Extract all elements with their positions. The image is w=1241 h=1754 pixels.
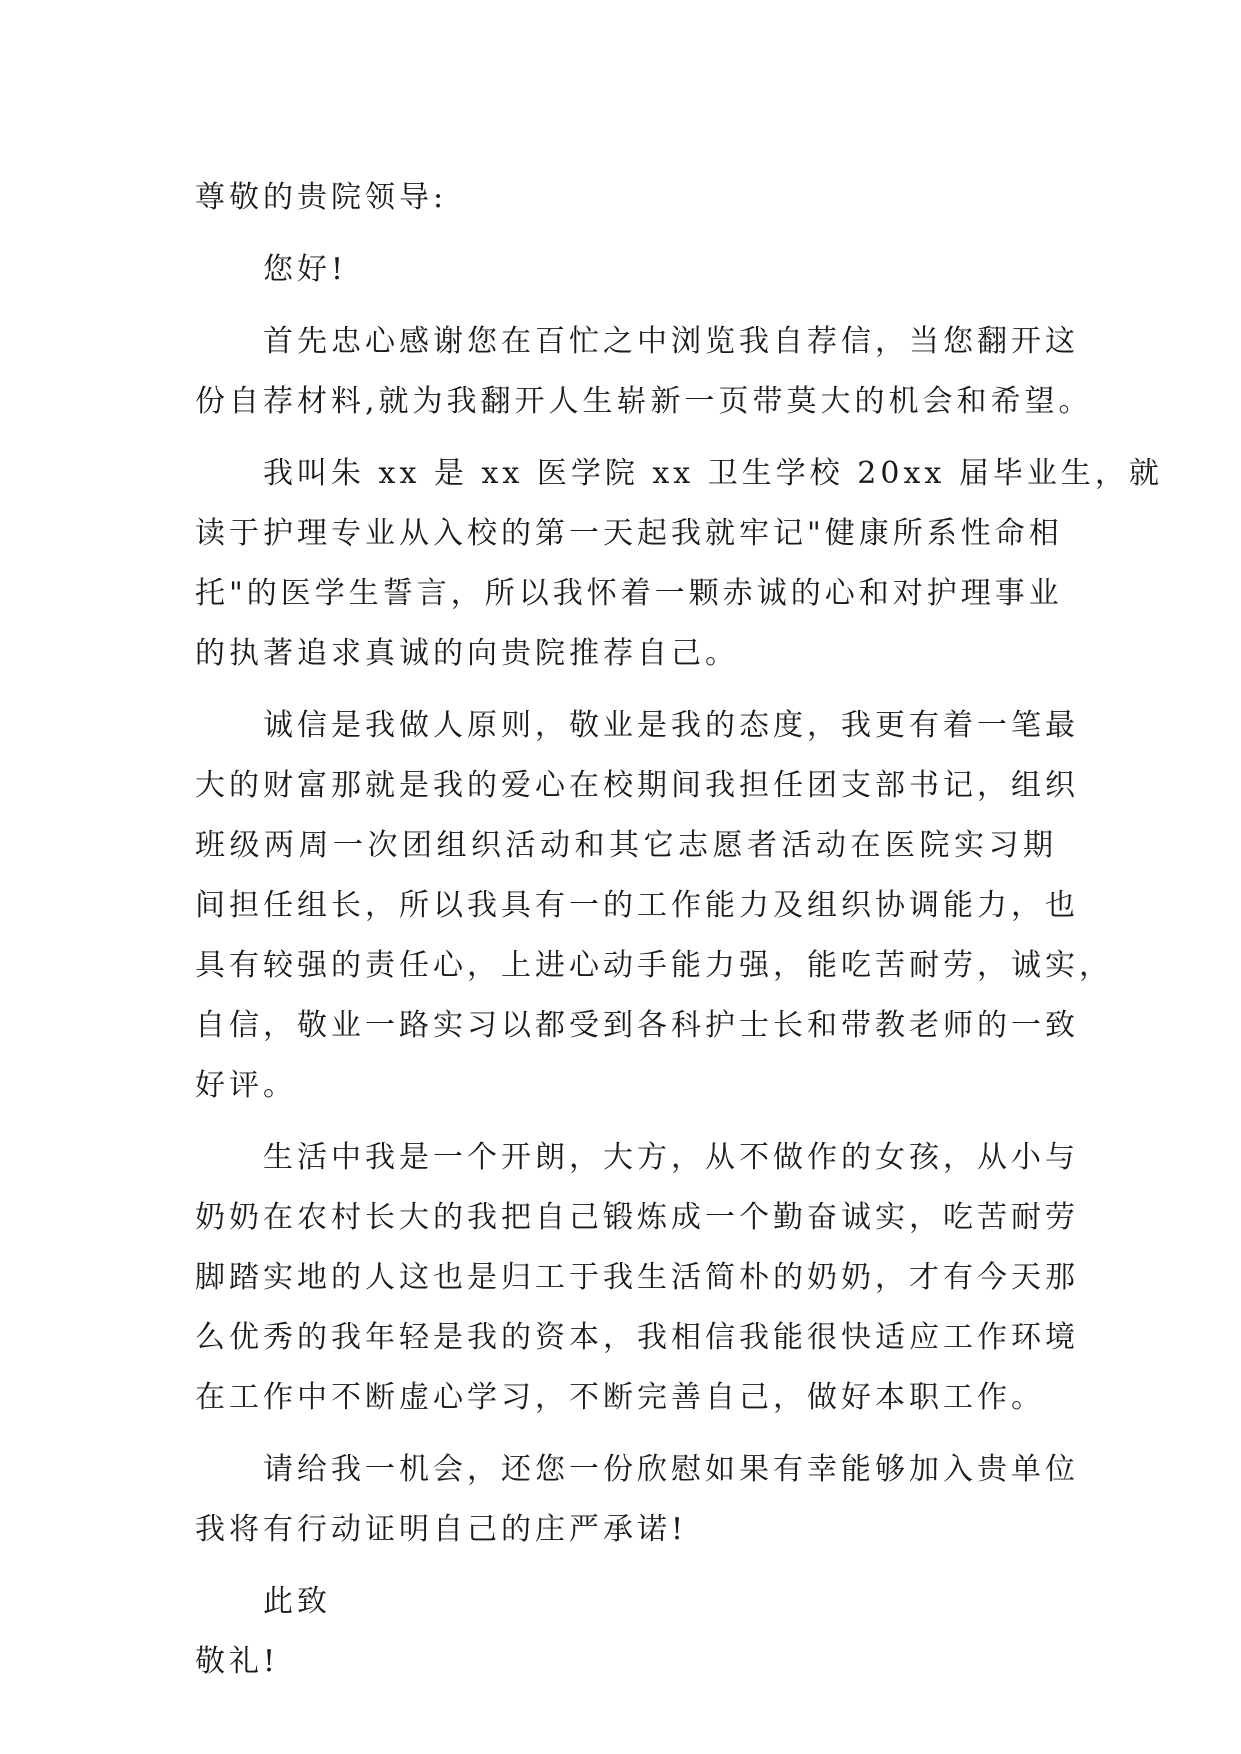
paragraph-line: 读于护理专业从入校的第一天起我就牢记"健康所系性命相 (195, 516, 1063, 551)
paragraph-line: 生活中我是一个开朗，大方，从不做作的女孩，从小与 (263, 1140, 1079, 1175)
paragraph-4 (195, 1128, 1079, 1428)
paragraph-line: 托"的医学生誓言，所以我怀着一颗赤诚的心和对护理事业 (195, 576, 1063, 611)
paragraph-line: 脚踏实地的人这也是归工于我生活简朴的奶奶，才有今天那 (195, 1260, 1079, 1295)
paragraph-line: 具有较强的责任心，上进心动手能力强，能吃苦耐劳，诚实， (195, 948, 1113, 983)
paragraph-line: 我将有行动证明自己的庄严承诺! (195, 1512, 688, 1547)
paragraph-line: 的执著追求真诚的向贵院推荐自己。 (195, 636, 739, 671)
regards-line: 敬礼! (195, 1644, 280, 1679)
paragraph-3 (195, 696, 1113, 1116)
paragraph-1 (195, 312, 1093, 432)
paragraph-line: 在工作中不断虚心学习，不断完善自己，做好本职工作。 (195, 1380, 1045, 1415)
paragraph-line: 间担任组长，所以我具有一的工作能力及组织协调能力，也 (195, 888, 1079, 923)
paragraph-line: 我叫朱 xx 是 xx 医学院 xx 卫生学校 20xx 届毕业生，就 (263, 456, 1163, 491)
hello-line: 您好! (263, 252, 348, 287)
closing-line: 此致 (263, 1584, 331, 1619)
letter-body (195, 168, 1163, 1692)
paragraph-line: 么优秀的我年轻是我的资本，我相信我能很快适应工作环境 (195, 1320, 1079, 1355)
paragraph-line: 班级两周一次团组织活动和其它志愿者活动在医院实习期 (195, 828, 1057, 863)
paragraph-5 (195, 1440, 1079, 1560)
paragraph-line: 诚信是我做人原则，敬业是我的态度，我更有着一笔最 (263, 708, 1079, 743)
paragraph-line: 奶奶在农村长大的我把自己锻炼成一个勤奋诚实，吃苦耐劳 (195, 1200, 1079, 1235)
paragraph-line: 首先忠心感谢您在百忙之中浏览我自荐信，当您翻开这 (263, 324, 1079, 359)
paragraph-line: 好评。 (195, 1068, 297, 1103)
paragraph-line: 自信，敬业一路实习以都受到各科护士长和带教老师的一致 (195, 1008, 1079, 1043)
paragraph-line: 大的财富那就是我的爱心在校期间我担任团支部书记，组织 (195, 768, 1079, 803)
paragraph-line: 份自荐材料,就为我翻开人生崭新一页带莫大的机会和希望。 (195, 384, 1093, 419)
paragraph-2 (195, 444, 1163, 684)
salutation: 尊敬的贵院领导: (195, 180, 448, 215)
paragraph-line: 请给我一机会，还您一份欣慰如果有幸能够加入贵单位 (263, 1452, 1079, 1487)
